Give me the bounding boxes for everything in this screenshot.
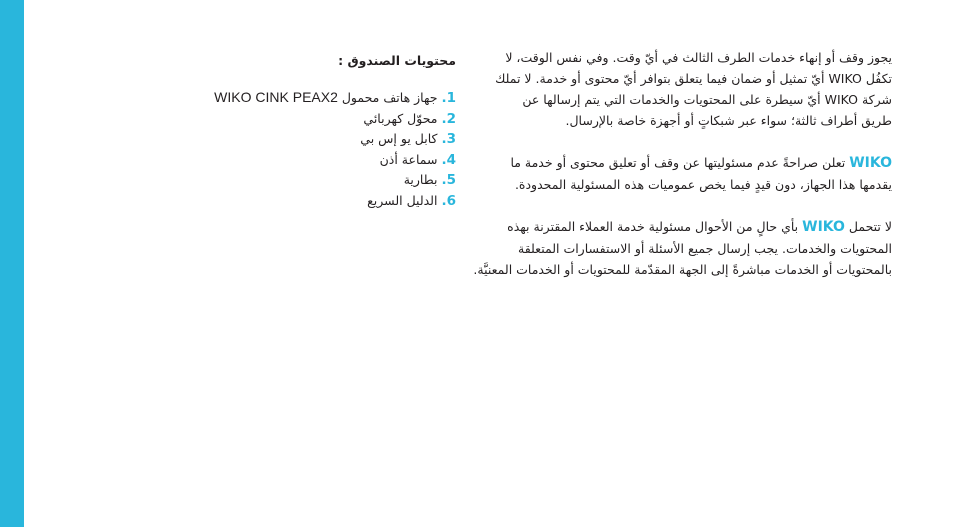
side-accent-bar — [0, 0, 24, 527]
item-number: 4. — [441, 151, 456, 168]
list-item — [170, 109, 456, 130]
list-item — [170, 87, 456, 109]
paragraph-text: لا تتحمل — [844, 219, 892, 234]
customer-service-paragraph — [473, 216, 892, 280]
item-number: 5. — [441, 172, 456, 188]
item-text: الدليل السريع — [367, 192, 442, 208]
phone-model: WIKO CINK PEAX2 — [214, 89, 338, 105]
item-text: محوّل كهربائي — [363, 110, 442, 126]
list-item — [170, 129, 456, 150]
item-text: جهاز هاتف محمول — [337, 90, 442, 105]
paragraph-line — [480, 216, 892, 238]
list-item — [170, 191, 456, 212]
liability-paragraph — [480, 152, 892, 195]
paragraph-line — [480, 152, 892, 174]
item-text: كابل يو إس بي — [360, 131, 442, 146]
brand-name: WIKO — [849, 155, 892, 171]
item-number: 3. — [441, 131, 456, 147]
paragraph-text: تعلن صراحةً عدم مسئوليتها عن وقف أو تعليق محتوى أو خدمة ما — [510, 155, 850, 170]
box-contents-title: محتويات الصندوق : — [338, 53, 456, 68]
item-text: سماعة أذن — [379, 151, 442, 167]
box-contents-list — [170, 87, 456, 211]
paragraph-line: المحتويات والخدمات. يجب إرسال جميع الأسئلة أو الاستفسارات المتعلقة — [518, 241, 892, 256]
paragraph-line: تكفُل WIKO أيّ تمثيل أو ضمان فيما يتعلق بتوافر أيّ محتوى أو خدمة. لا تملك — [495, 71, 892, 86]
item-number: 2. — [441, 110, 456, 127]
item-number: 1. — [441, 90, 456, 106]
item-number: 6. — [441, 192, 456, 209]
paragraph-line: بالمحتويات أو الخدمات مباشرةً إلى الجهة المقدّمة للمحتويات أو الخدمات المعنيَّة. — [473, 262, 892, 277]
list-item — [170, 150, 456, 171]
paragraph-line: يجوز وقف أو إنهاء خدمات الطرف الثالث في أيّ وقت. وفي نفس الوقت، لا — [505, 50, 892, 65]
paragraph-text: بأي حالٍ من الأحوال مسئولية خدمة العملاء المقترنة بهذه — [507, 219, 803, 234]
paragraph-line: شركة WIKO أيّ سيطرة على المحتويات والخدمات التي يتم إرسالها عن — [522, 92, 892, 107]
brand-name: WIKO — [802, 219, 845, 235]
third-party-paragraph — [480, 47, 892, 131]
paragraph-line: يقدمها هذا الجهاز، دون قيدٍ فيما يخص عموميات هذه المسئولية المحدودة. — [514, 177, 892, 192]
disclaimer-column — [473, 47, 892, 301]
item-text: بطارية — [403, 172, 442, 187]
paragraph-line: طريق أطراف ثالثة؛ سواء عبر شبكاتٍ أو أجهزة خاصة بالإرسال. — [565, 113, 892, 128]
list-item — [170, 170, 456, 191]
box-contents-column — [170, 50, 456, 211]
